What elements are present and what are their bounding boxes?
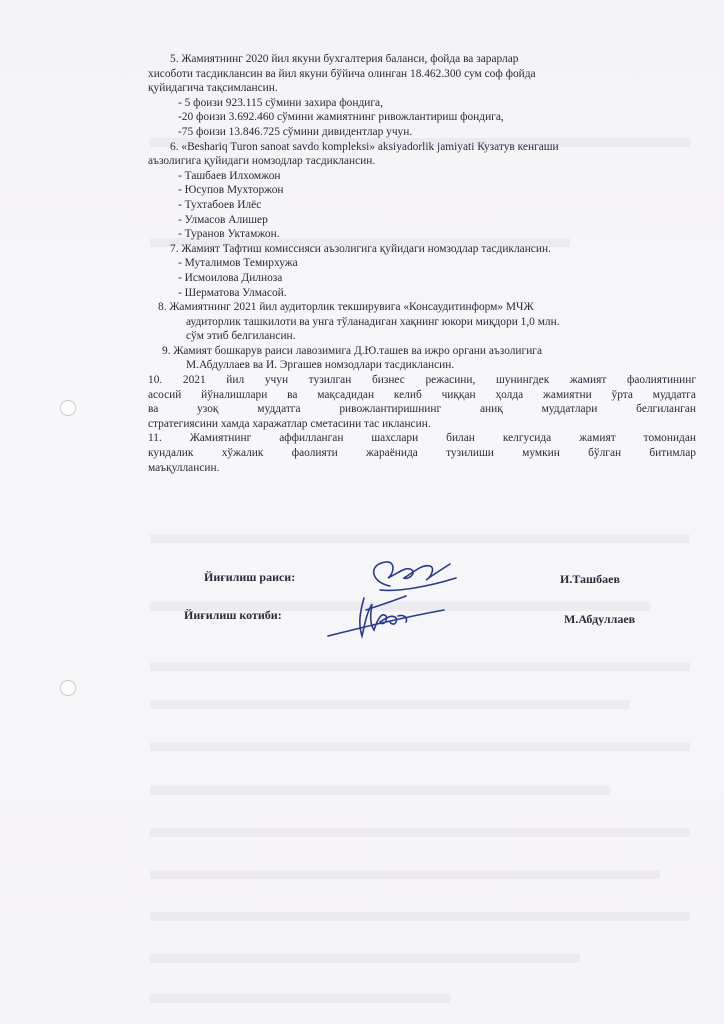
bleed-through xyxy=(150,828,690,837)
item-9-line: 9. Жамият бошкарув раиси лавозимига Д.Ю.ташев ва ижро органи аъзолигига xyxy=(162,344,543,357)
item-11-line: 11. Жамиятнинг аффилланган шахслари билан келгусида жамият томонидан xyxy=(148,432,696,445)
item-10-line: ва узоқ муддатга ривожлантиришнинг аниқ муддатлари белгиланган xyxy=(148,403,696,416)
secretary-label: Йиғилиш котиби: xyxy=(184,608,282,622)
bleed-through xyxy=(150,662,690,671)
item-9-line: М.Абдуллаев ва И. Эргашев номзодлари тасдиклансин. xyxy=(186,359,455,372)
allocation-line: -20 фоизи 3.692.460 сўмини жамиятнинг ривожлантириш фондига, xyxy=(178,111,504,124)
bleed-through xyxy=(150,534,690,543)
item-11-line: кундалик хўжалик фаолияти жараёнида тузилиши мумкин бўлган битимлар xyxy=(148,447,696,460)
allocation-line: - 5 фоизи 923.115 сўмини захира фондига, xyxy=(178,96,383,109)
punch-hole-bottom xyxy=(60,680,76,696)
item-8-line: аудиторлик ташкилоти ва унга тўланадиган хақнинг юкори миқдори 1,0 млн. xyxy=(186,315,560,328)
candidate-line: - Юсупов Мухторжон xyxy=(178,184,284,197)
candidate-line: - Шерматова Улмасой. xyxy=(178,286,287,299)
allocation-line: -75 фоизи 13.846.725 сўмини дивидентлар учун. xyxy=(178,125,413,138)
item-6-line: аъзолигига қуйидаги номзодлар тасдиклансин. xyxy=(148,155,376,168)
secretary-signature xyxy=(320,588,450,644)
item-7-line: 7. Жамият Тафтиш комиссияси аъзолигига қуйидаги номзодлар тасдиклансин. xyxy=(170,242,551,255)
punch-hole-top xyxy=(60,400,76,416)
candidate-line: - Туранов Уктамжон. xyxy=(178,228,280,241)
bleed-through xyxy=(150,912,690,921)
bleed-through xyxy=(150,742,690,751)
candidate-line: - Улмасов Алишер xyxy=(178,213,268,226)
candidate-line: - Ташбаев Илхомжон xyxy=(178,169,281,182)
item-5-line: 5. Жамиятнинг 2020 йил якуни бухгалтерия баланси, фойда ва зарарлар xyxy=(170,53,519,65)
item-10-line: 10. 2021 йил учун тузилган бизнес режасини, шунингдек жамият фаолиятининг xyxy=(148,374,696,387)
item-10-line: стратегиясини хамда харажатлар сметасини тас иклансин. xyxy=(148,417,431,430)
item-6-line: 6. «Beshariq Turon sanoat savdo kompleksi» aksiyadorlik jamiyati Кузатув кенгаши xyxy=(170,140,559,153)
chair-name: И.Ташбаев xyxy=(560,572,620,586)
item-10-line: асосий йўналишлари ва мақсадидан келиб чиққан ҳолда жамиятни ўрта муддатга xyxy=(148,388,696,401)
candidate-line: - Тухтабоев Илёс xyxy=(178,198,262,211)
resolution-text xyxy=(148,52,696,475)
item-11-line: маъқуллансин. xyxy=(148,461,220,474)
item-8-line: 8. Жамиятнинг 2021 йил аудиторлик текширувига «Консаудитинформ» МЧЖ xyxy=(158,301,534,314)
chair-label: Йиғилиш раиси: xyxy=(204,570,296,584)
bleed-through xyxy=(150,786,610,795)
candidate-line: - Исмоилова Дилноза xyxy=(178,271,283,284)
item-5-line: хисоботи тасдиклансин ва йил якуни бўйича олинган 18.462.300 сум соф фойда xyxy=(148,67,536,80)
bleed-through xyxy=(150,870,660,879)
secretary-name: М.Абдуллаев xyxy=(564,612,636,626)
bleed-through xyxy=(150,954,580,963)
bleed-through xyxy=(150,700,630,709)
bleed-through xyxy=(150,994,450,1003)
candidate-line: - Муталимов Темирхужа xyxy=(178,257,298,270)
item-5-line: қуйидагича тақсимлансин. xyxy=(148,82,278,95)
item-8-line: сўм этиб белгилансин. xyxy=(186,330,296,343)
